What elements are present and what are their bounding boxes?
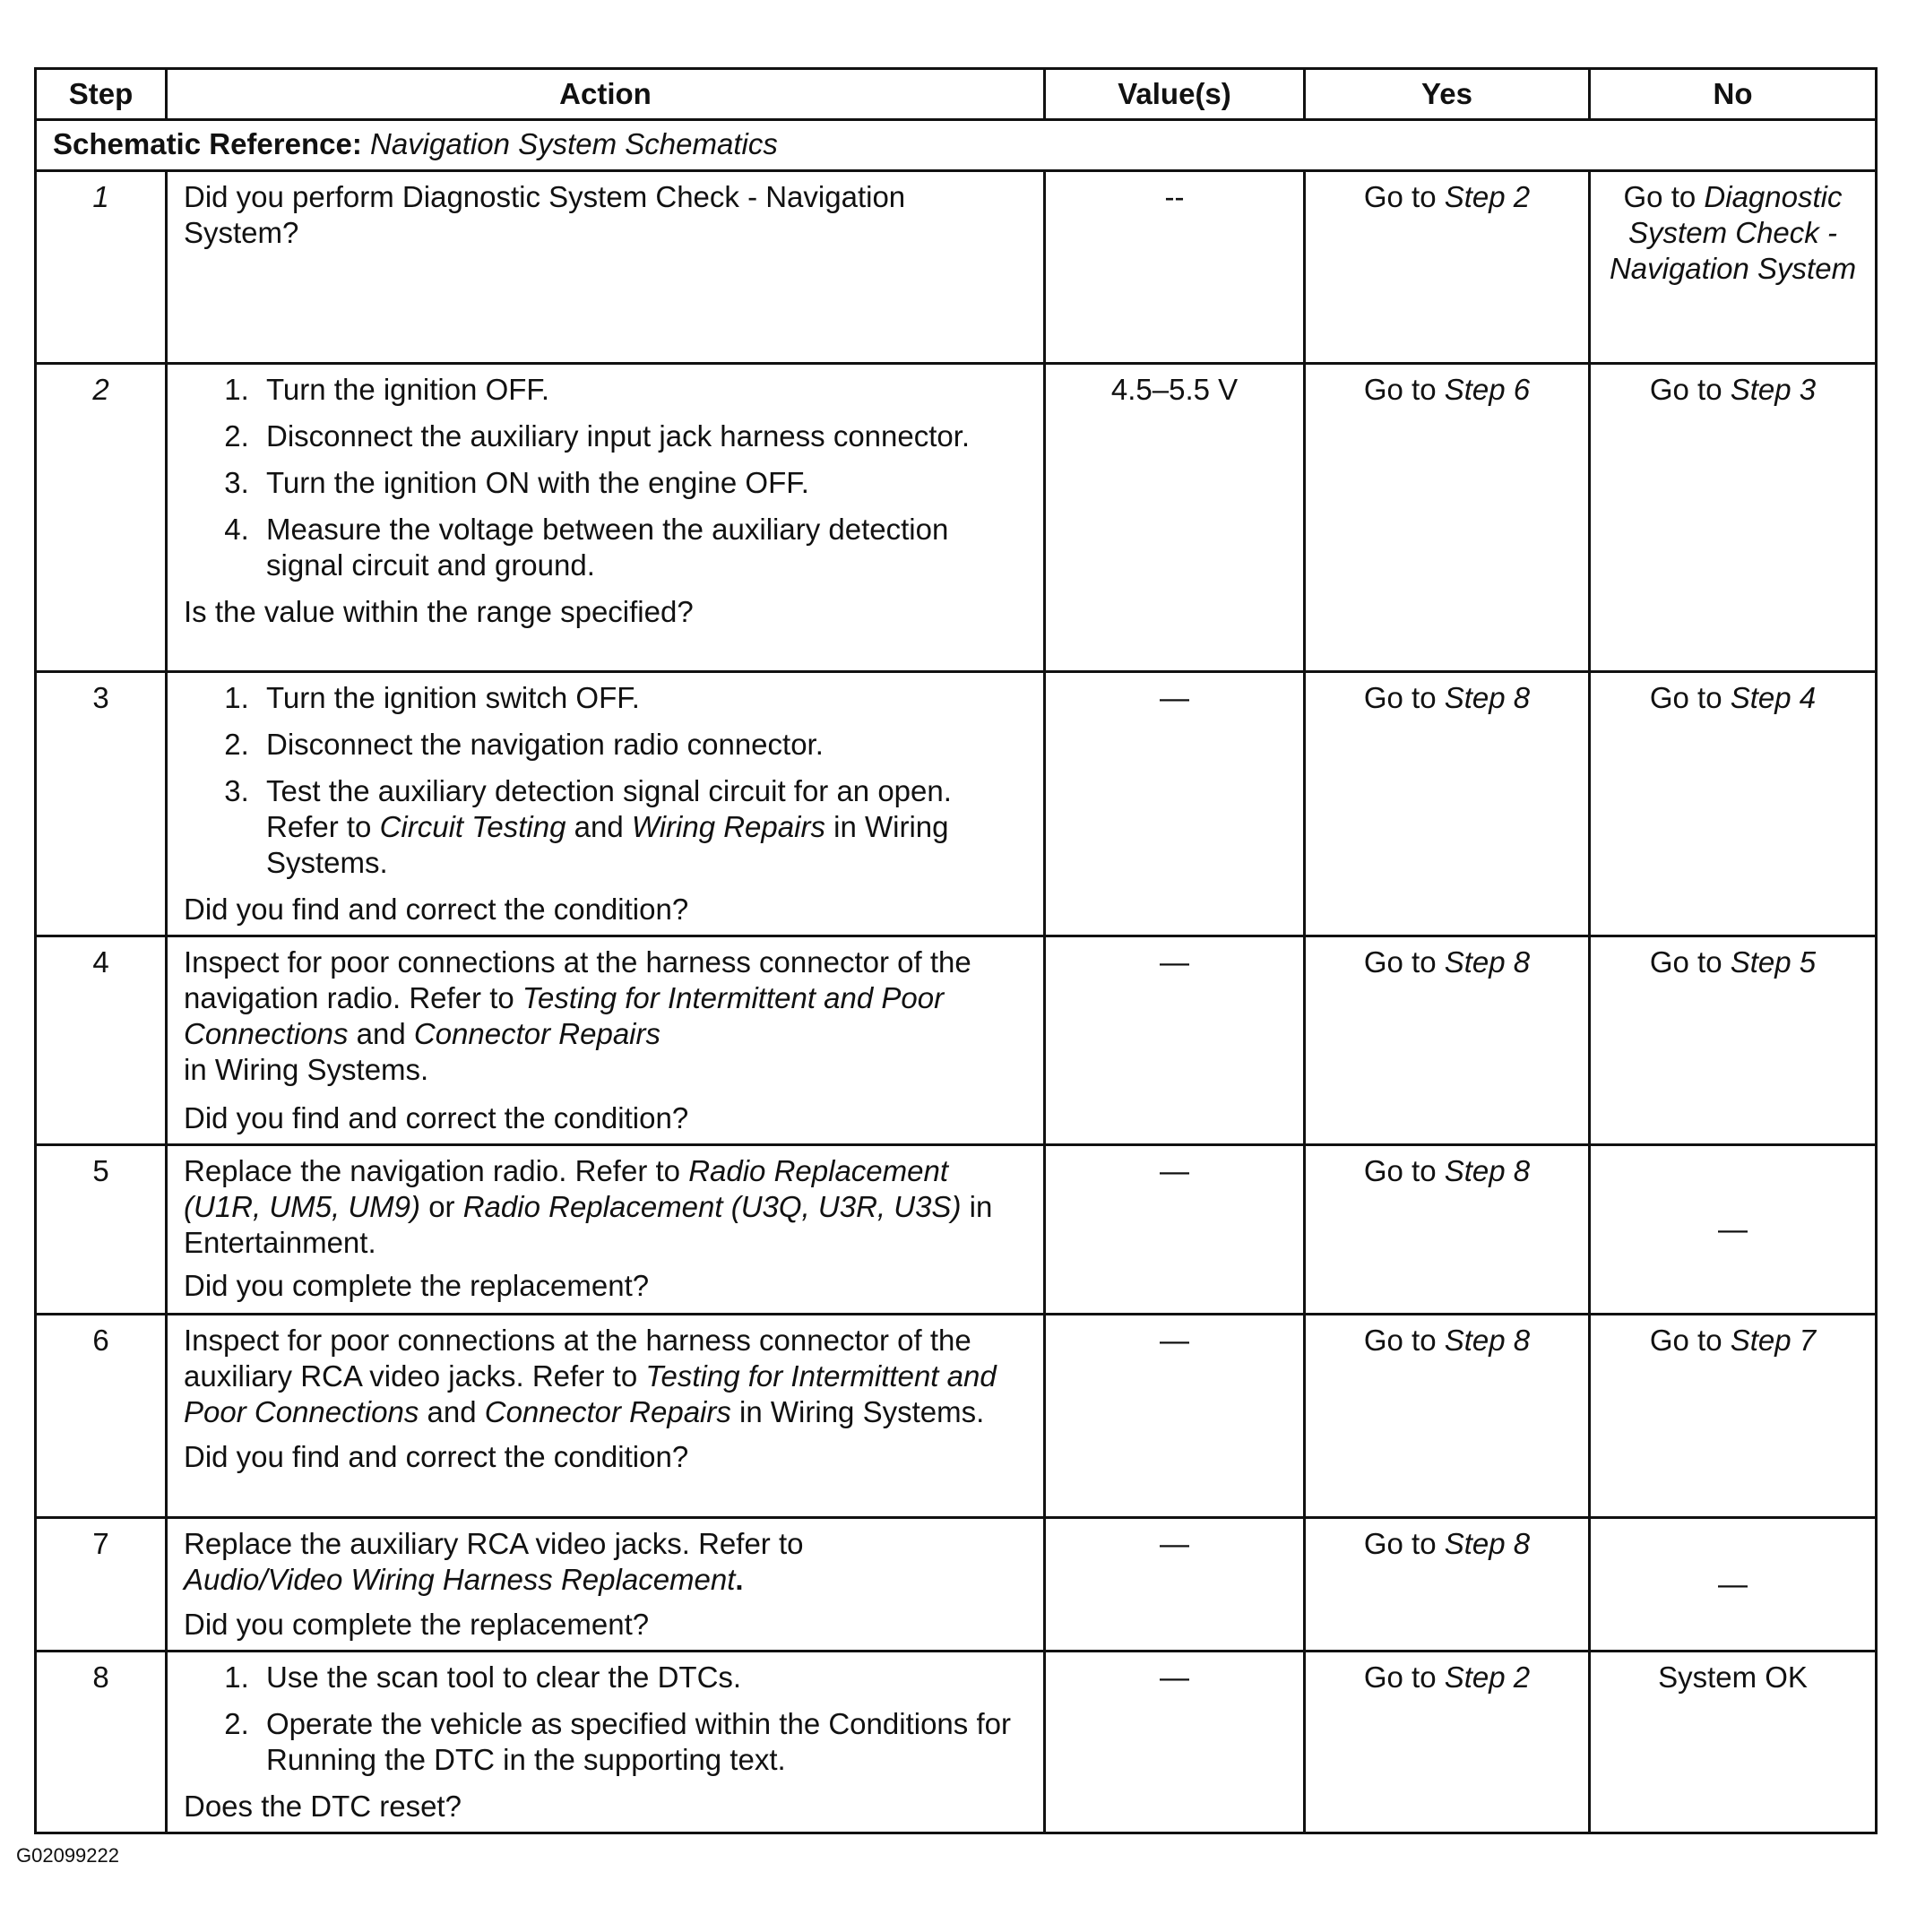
no-prefix: Go to [1649, 945, 1722, 979]
yes-prefix: Go to [1363, 1324, 1437, 1357]
step-number: 5 [92, 1154, 109, 1187]
value-cell: — [1045, 1315, 1305, 1518]
circuit-testing-link[interactable]: Circuit Testing [379, 810, 566, 843]
no-cell [1590, 936, 1877, 1145]
yes-cell [1305, 1145, 1590, 1315]
action-list [184, 680, 1027, 881]
action-cell [167, 1518, 1045, 1652]
yes-link[interactable]: Step 8 [1444, 945, 1531, 979]
radio-replacement-link-1[interactable]: Radio Replacement (U1R, UM5, UM9) [184, 1154, 949, 1223]
table-row [36, 1652, 1877, 1833]
figure-id: G02099222 [16, 1844, 119, 1867]
action-item: 2. Disconnect the auxiliary input jack harness connector. [257, 418, 1027, 454]
schematic-reference-link[interactable]: Navigation System Schematics [370, 127, 778, 160]
yes-link[interactable]: Step 8 [1444, 1154, 1531, 1187]
yes-link[interactable]: Step 2 [1444, 1660, 1531, 1694]
header-values: Value(s) [1045, 69, 1305, 120]
table-header-row [36, 69, 1877, 120]
yes-prefix: Go to [1363, 681, 1437, 714]
testing-intermittent-link[interactable]: Testing for Intermittent and Poor Connections [184, 981, 945, 1050]
action-question: Does the DTC reset? [184, 1790, 462, 1823]
no-prefix: Go to [1623, 180, 1696, 213]
header-yes: Yes [1305, 69, 1590, 120]
action-item: 2. Operate the vehicle as specified within the Conditions for Running the DTC in the supporting text. [257, 1706, 1027, 1778]
action-text: Replace the auxiliary RCA video jacks. Refer to Audio/Video Wiring Harness Replacement. [184, 1527, 804, 1596]
value-cell: — [1045, 936, 1305, 1145]
action-text: Replace the navigation radio. Refer to Radio Replacement (U1R, UM5, UM9) or Radio Replacement (U3Q, U3R, U3S) in Entertainment. [184, 1154, 993, 1259]
no-link[interactable]: Step 3 [1730, 373, 1817, 406]
action-cell [167, 364, 1045, 672]
value-cell: — [1045, 672, 1305, 936]
wiring-repairs-link[interactable]: Wiring Repairs [631, 810, 825, 843]
table-row [36, 364, 1877, 672]
yes-cell [1305, 1652, 1590, 1833]
value-cell: — [1045, 1145, 1305, 1315]
action-question: Did you find and correct the condition? [184, 1440, 689, 1473]
no-cell: System OK [1590, 1652, 1877, 1833]
yes-prefix: Go to [1363, 1527, 1437, 1560]
step-number: 8 [92, 1660, 109, 1694]
yes-cell [1305, 672, 1590, 936]
no-prefix: Go to [1649, 373, 1722, 406]
action-question: Did you complete the replacement? [184, 1269, 650, 1302]
table-row [36, 1315, 1877, 1518]
action-question: Is the value within the range specified? [184, 595, 694, 628]
no-cell [1590, 171, 1877, 364]
action-cell [167, 672, 1045, 936]
no-link[interactable]: Step 5 [1730, 945, 1817, 979]
action-cell [167, 1652, 1045, 1833]
yes-link[interactable]: Step 2 [1444, 180, 1531, 213]
action-cell [167, 936, 1045, 1145]
action-list [184, 372, 1027, 583]
step-number: 2 [92, 373, 109, 406]
action-cell [167, 1315, 1045, 1518]
no-prefix: Go to [1649, 681, 1722, 714]
schematic-reference-label: Schematic Reference: [53, 127, 362, 160]
yes-link[interactable]: Step 8 [1444, 681, 1531, 714]
action-question: Did you find and correct the condition? [184, 1101, 689, 1134]
no-link[interactable]: Step 4 [1730, 681, 1817, 714]
yes-link[interactable]: Step 8 [1444, 1527, 1531, 1560]
yes-prefix: Go to [1363, 945, 1437, 979]
value-cell: — [1045, 1652, 1305, 1833]
value-cell: — [1045, 1518, 1305, 1652]
action-item: 1. Use the scan tool to clear the DTCs. [257, 1660, 1027, 1695]
action-cell [167, 1145, 1045, 1315]
connector-repairs-link[interactable]: Connector Repairs [413, 1017, 660, 1050]
yes-cell [1305, 364, 1590, 672]
action-text: Did you perform Diagnostic System Check - Navigation System? [184, 180, 906, 249]
yes-prefix: Go to [1363, 180, 1437, 213]
no-cell: — [1590, 1518, 1877, 1652]
value-cell: -- [1045, 171, 1305, 364]
no-cell: — [1590, 1145, 1877, 1315]
step-number: 6 [92, 1324, 109, 1357]
value-cell: 4.5–5.5 V [1045, 364, 1305, 672]
table-row [36, 672, 1877, 936]
yes-prefix: Go to [1363, 373, 1437, 406]
action-item: 1. Turn the ignition switch OFF. [257, 680, 1027, 716]
table-row [36, 1145, 1877, 1315]
action-cell [167, 171, 1045, 364]
action-item: 4. Measure the voltage between the auxiliary detection signal circuit and ground. [257, 512, 1027, 583]
yes-link[interactable]: Step 6 [1444, 373, 1531, 406]
no-cell [1590, 1315, 1877, 1518]
no-cell [1590, 672, 1877, 936]
no-cell [1590, 364, 1877, 672]
testing-intermittent-link[interactable]: Testing for Intermittent and Poor Connections [184, 1359, 997, 1428]
no-link[interactable]: Diagnostic System Check - Navigation System [1609, 180, 1857, 285]
no-link[interactable]: Step 7 [1730, 1324, 1817, 1357]
step-number: 7 [92, 1527, 109, 1560]
yes-link[interactable]: Step 8 [1444, 1324, 1531, 1357]
action-item: 3. Turn the ignition ON with the engine OFF. [257, 465, 1027, 501]
radio-replacement-link-2[interactable]: Radio Replacement (U3Q, U3R, U3S) [462, 1190, 962, 1223]
yes-prefix: Go to [1363, 1154, 1437, 1187]
yes-cell [1305, 1315, 1590, 1518]
yes-cell [1305, 1518, 1590, 1652]
table-row [36, 1518, 1877, 1652]
table-row [36, 171, 1877, 364]
header-step: Step [36, 69, 167, 120]
action-item: 2. Disconnect the navigation radio connector. [257, 727, 1027, 763]
no-prefix: Go to [1649, 1324, 1722, 1357]
schematic-reference [36, 120, 1877, 171]
action-text: Inspect for poor connections at the harness connector of the auxiliary RCA video jacks. Refer to Testing for Intermittent and Poor Connections and Connector Repairs in Wiring Systems. [184, 1324, 997, 1428]
yes-cell [1305, 936, 1590, 1145]
header-action: Action [167, 69, 1045, 120]
av-harness-replacement-link[interactable]: Audio/Video Wiring Harness Replacement [184, 1563, 736, 1596]
step-number: 4 [92, 945, 109, 979]
schematic-reference-row [36, 120, 1877, 171]
yes-cell [1305, 171, 1590, 364]
step-number: 3 [92, 681, 109, 714]
action-item: 1. Turn the ignition OFF. [257, 372, 1027, 408]
action-question: Did you complete the replacement? [184, 1608, 650, 1641]
action-item: 3. Test the auxiliary detection signal circuit for an open. Refer to Circuit Testing and Wiring Repairs in Wiring Systems. [257, 773, 1027, 881]
header-no: No [1590, 69, 1877, 120]
step-number: 1 [92, 180, 109, 213]
table-row [36, 936, 1877, 1145]
action-list [184, 1660, 1027, 1778]
action-question: Did you find and correct the condition? [184, 893, 689, 926]
diagnostic-table [34, 67, 1878, 1834]
yes-prefix: Go to [1363, 1660, 1437, 1694]
action-text: Inspect for poor connections at the harness connector of the navigation radio. Refer to Testing for Intermittent and Poor Connections and Connector Repairs in Wiring Systems. [184, 945, 971, 1086]
connector-repairs-link[interactable]: Connector Repairs [484, 1395, 731, 1428]
